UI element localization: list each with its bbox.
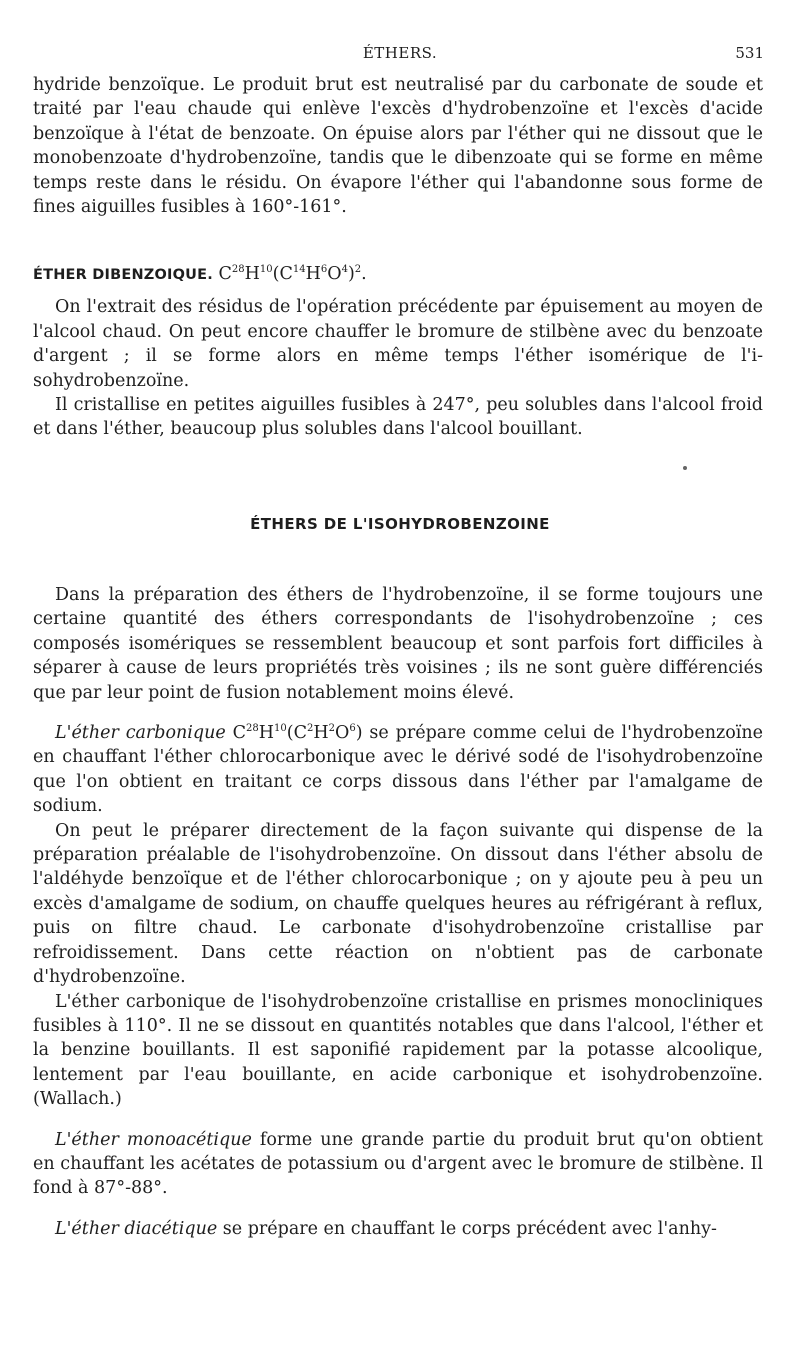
formula-part: (C [272, 264, 293, 284]
monoacetique-text: forme une grande partie du produit brut qu'on obtient en chauffant les acétates de potassium ou d'argent avec le bromure de stilbène. Il fond à 87°-88°. [33, 1129, 763, 1199]
section-dibenzoique [33, 262, 763, 442]
dibenzoique-paragraph-2: Il cristallise en petites aiguilles fusibles à 247°, peu solubles dans l'alcool froid et dans l'éther, beaucoup plus solubles dans l'alcool bouillant. [33, 395, 763, 440]
formula-subscript: 10 [259, 264, 273, 276]
carbonique-text: se prépare comme celui de l'hydrobenzoïne en chauffant l'éther chlorocarbonique avec le dérivé sodé de l'isohydrobenzoïne que l'on obtient en traitant ce corps dissous dans l'éther par l'amalgame de sodium. [33, 723, 763, 817]
carbonique-paragraph-2: On peut le préparer directement de la façon suivante qui dispense de la préparation préalable de l'isohydrobenzoïne. On dissout dans l'éther absolu de l'aldéhyde benzoïque et de l'éther chlorocarbonique ; on y ajoute peu à peu un excès d'amalgame de sodium, on chauffe quelques heures au réfrigérant à reflux, puis on filtre chaud. Le carbonate d'isohydrobenzoïne cristallise par refroidissement. Dans cette réaction on n'obtient pas de carbonate d'hydrobenzoïne. [33, 820, 763, 988]
formula-part: ) [347, 264, 355, 284]
formula-subscript: 2 [354, 264, 362, 276]
formula-part: H [244, 264, 260, 284]
formula-subscript: 2 [328, 723, 335, 735]
formula-part: (C [286, 723, 307, 744]
formula-part: H [305, 264, 321, 284]
section-title: ÉTHERS DE L'ISOHYDROBENZOINE [250, 515, 550, 533]
formula-part: O [327, 264, 342, 284]
dibenzoique-heading-line [33, 262, 763, 287]
printed-speck [683, 466, 687, 470]
dibenzoique-heading: ÉTHER DIBENZOIQUE. [33, 267, 213, 283]
paragraph-top-text: hydride benzoïque. Le produit brut est neutralisé par du carbonate de soude et traité par l'eau chaude qui enlève l'excès d'hydrobenzoïne et l'excès d'acide benzoïque à l'état de benzoate. On épuise alors par l'éther qui ne dissout que le monobenzoate d'hydrobenzoïne, tandis que le dibenzoate qui se forme en même temps reste dans le résidu. On évapore l'éther qui l'abandonne sous forme de fines aiguilles fusibles à 160°-161°. [33, 75, 763, 218]
carbonique-name: éther carbonique [71, 723, 226, 744]
diacetique-paragraph [33, 1217, 763, 1241]
formula-subscript: 10 [274, 723, 287, 735]
dibenzoique-formula [219, 264, 367, 284]
formula-part: ) [355, 723, 363, 744]
diacetique-text: se prépare en chauffant le corps précédent avec l'anhy- [217, 1218, 717, 1239]
formula-subscript: 6 [320, 264, 328, 276]
page-header [0, 40, 800, 66]
page-number: 531 [735, 44, 764, 62]
carbonique-formula [233, 723, 363, 743]
formula-subscript: 6 [349, 723, 356, 735]
carbonique-lead: L' [55, 723, 72, 744]
formula-subscript: 28 [231, 264, 245, 276]
running-head: ÉTHERS. [362, 44, 438, 62]
formula-part: H [313, 723, 329, 744]
carbonique-paragraph-3: L'éther carbonique de l'isohydrobenzoïne cristallise en prismes monocliniques fusibles à 110°. Il ne se dissout en quantités notables que dans l'alcool, l'éther et la benzine bouillants. Il est saponifié rapidement par la potasse alcoolique, lentement par l'eau bouillante, en acide carbonique et isohydrobenzoïne. (Wallach.) [33, 991, 763, 1110]
dibenzoique-paragraph-1: On l'extrait des résidus de l'opération précédente par épuisement au moyen de l'alcool chaud. On peut encore chauffer le bromure de stilbène avec du benzoate d'argent ; il se forme alors en même temps l'éther isomérique de l'i-sohydrobenzoïne. [33, 297, 763, 391]
carbonique-paragraph-1 [33, 721, 763, 819]
carbonique-space [226, 723, 233, 743]
section-intro: Dans la préparation des éthers de l'hydrobenzoïne, il se forme toujours une certaine quantité des éthers correspondants de l'isohydrobenzoïne ; ces composés isomériques se ressemblent beaucoup et sont parfois fort difficiles à séparer à cause de leurs propriétés très voisines ; ils ne sont guère différenciés que par leur point de fusion notablement moins élevé. [33, 585, 763, 703]
paragraph-top [33, 73, 763, 219]
formula-part: H [258, 723, 275, 744]
monoacetique-paragraph [33, 1128, 763, 1201]
diacetique-name: L'éther diacétique [55, 1218, 218, 1239]
formula-subscript: 4 [341, 264, 348, 276]
formula-part: . [361, 264, 367, 284]
formula-part: O [334, 723, 350, 744]
formula-part: C [218, 264, 232, 284]
formula-subscript: 28 [246, 723, 259, 735]
section-isohydrobenzoine [33, 583, 763, 1241]
formula-subscript: 2 [306, 723, 314, 735]
formula-subscript: 14 [292, 264, 306, 276]
monoacetique-name: L'éther monoacétique [55, 1129, 252, 1150]
formula-part: C [232, 723, 247, 744]
